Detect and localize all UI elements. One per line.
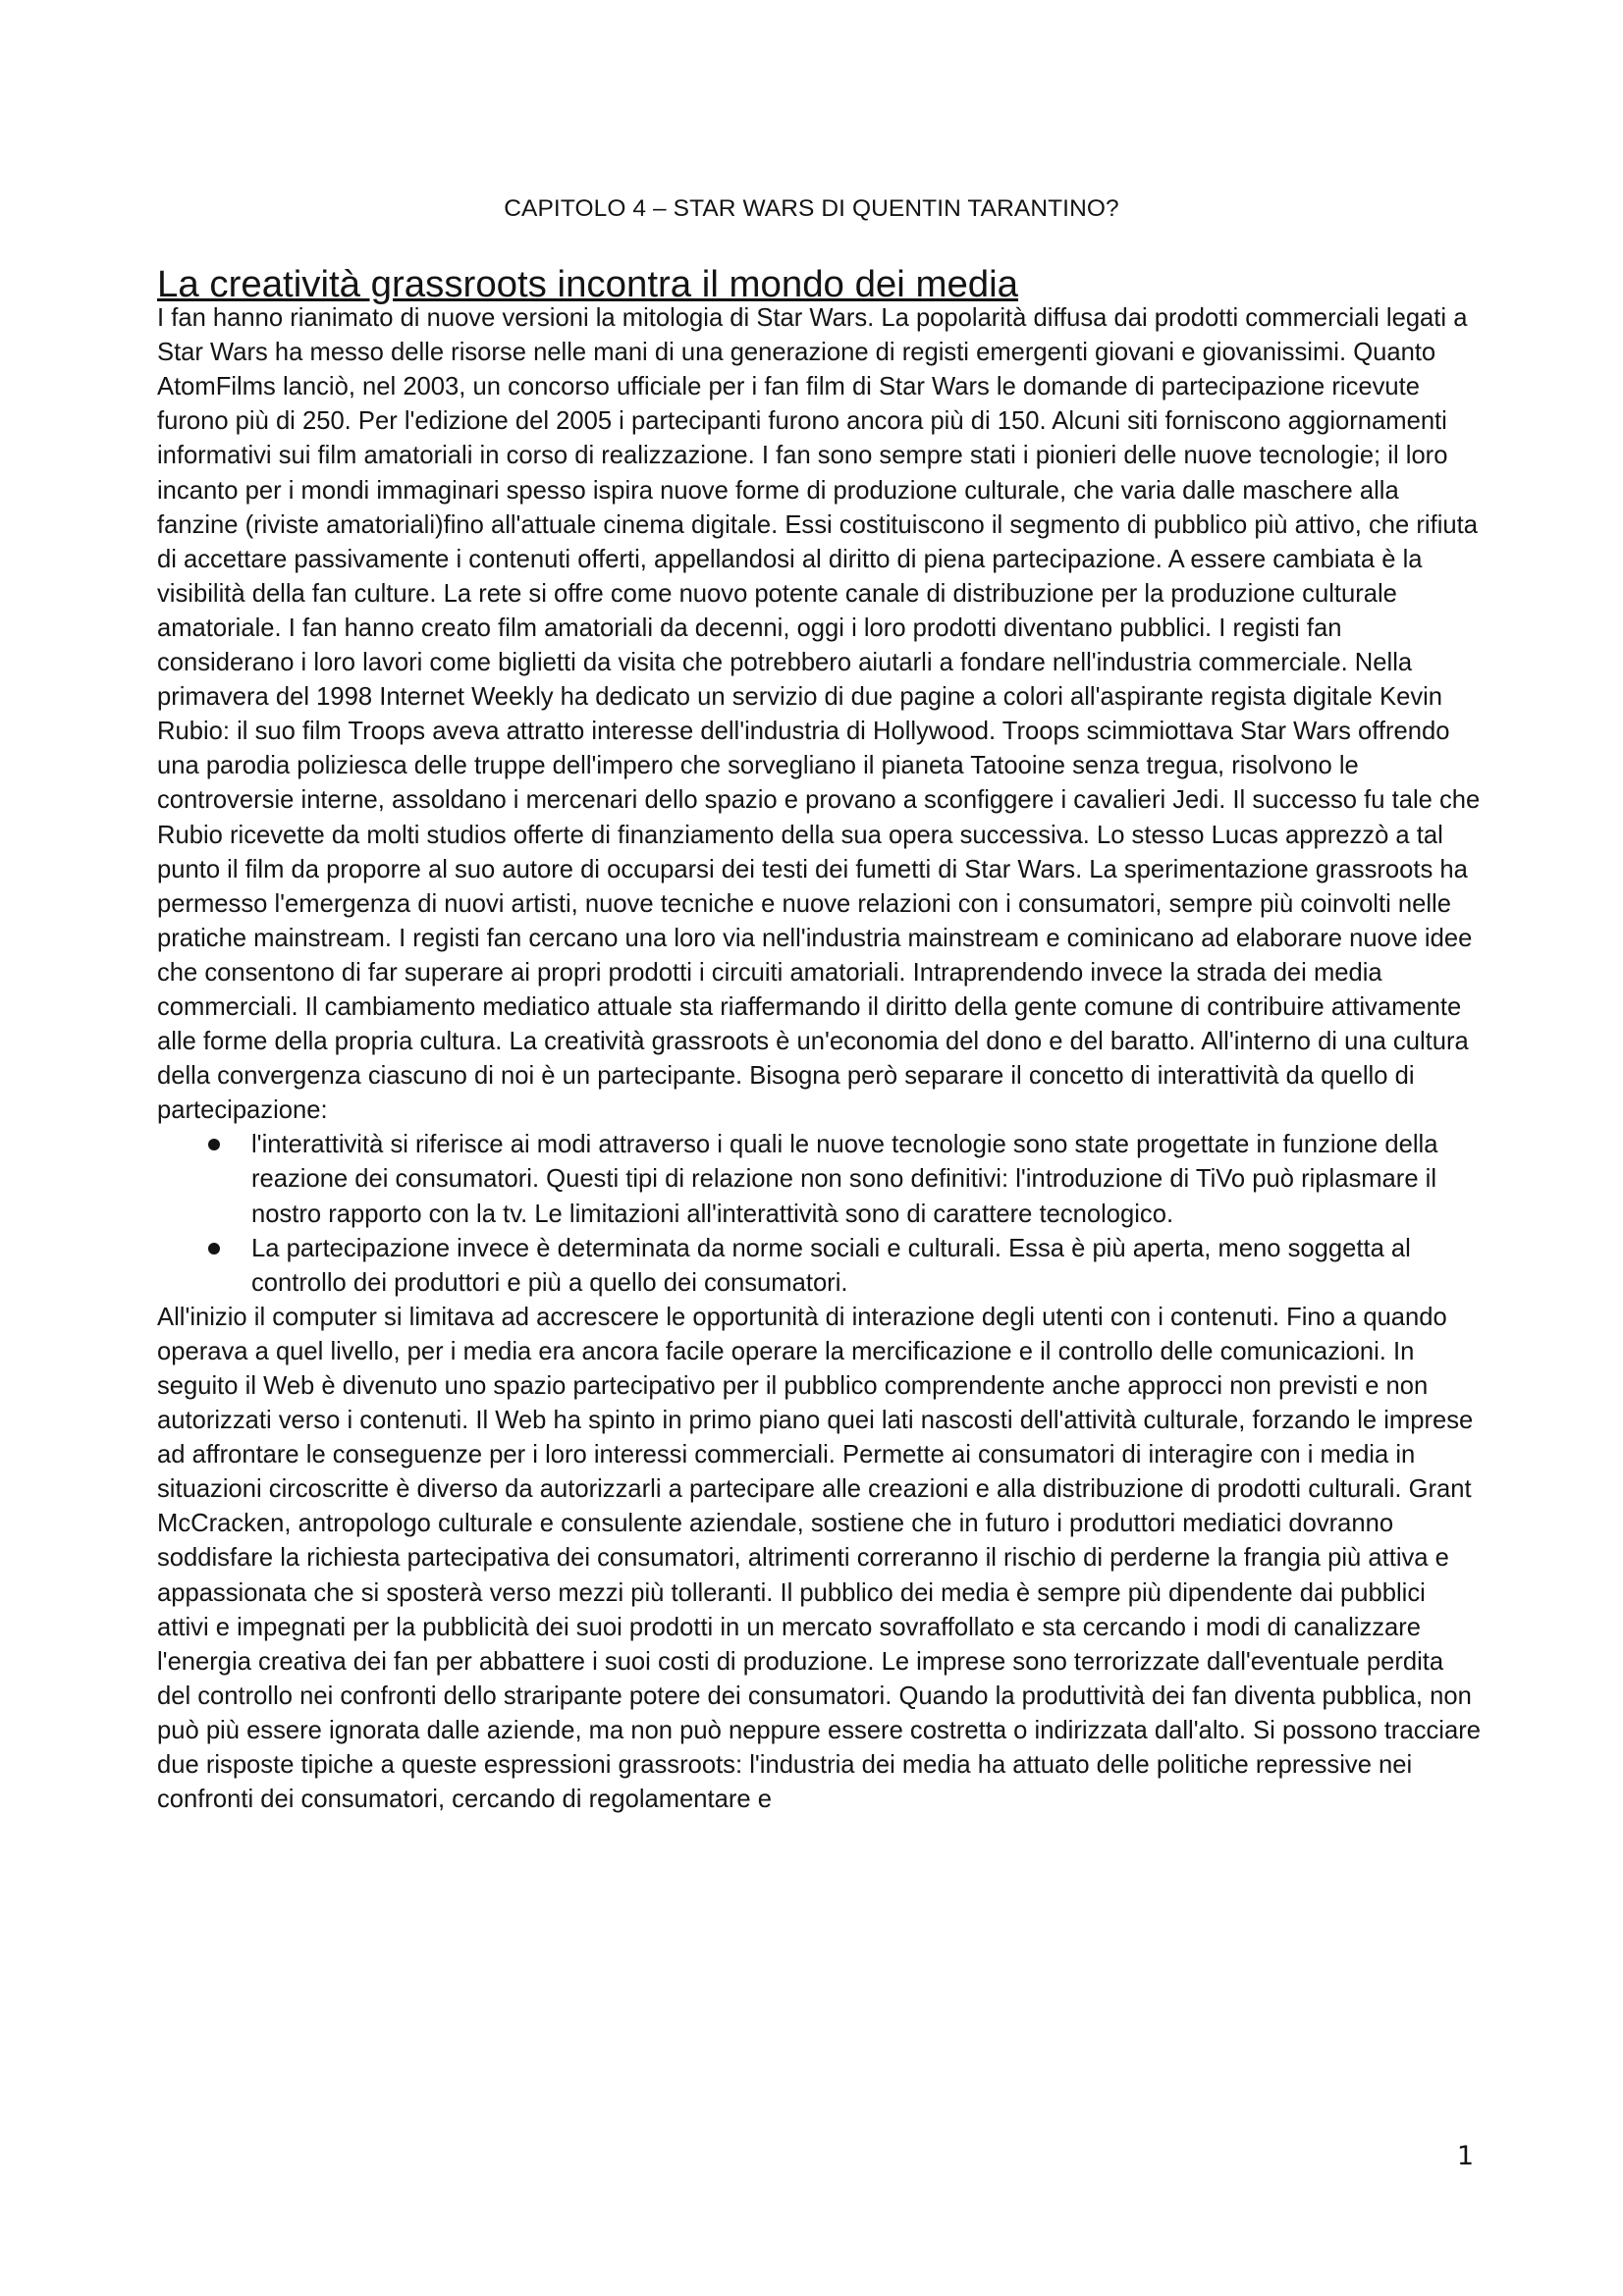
bullet-icon — [208, 1243, 220, 1255]
body-text — [157, 263, 1481, 1817]
list-item — [157, 1128, 1481, 1231]
paragraph-intro: I fan hanno rianimato di nuove versioni la mitologia di Star Wars. La popolarità diffusa dai prodotti commerciali legati a Star Wars ha messo delle risorse nelle mani di una generazione di registi emergenti giovani e giovanissimi. Quanto AtomFilms lanciò, nel 2003, un concorso ufficiale per i fan film di Star Wars le domande di partecipazione ricevute furono più di 250. Per l'edizione del 2005 i partecipanti furono ancora più di 150. Alcuni siti forniscono aggiornamenti informativi sui film amatoriali in corso di realizzazione. I fan sono sempre stati i pionieri delle nuove tecnologie; il loro incanto per i mondi immaginari spesso ispira nuove forme di produzione culturale, che varia dalle maschere alla fanzine (riviste amatoriali)fino all'attuale cinema digitale. Essi costituiscono il segmento di pubblico più attivo, che rifiuta di accettare passivamente i contenuti offerti, appellandosi al diritto di piena partecipazione. A essere cambiata è la visibilità della fan culture. La rete si offre come nuovo potente canale di distribuzione per la produzione culturale amatoriale. I fan hanno creato film amatoriali da decenni, oggi i loro prodotti diventano pubblici. I registi fan considerano i loro lavori come biglietti da visita che potrebbero aiutarli a fondare nell'industria commerciale. Nella primavera del 1998 Internet Weekly ha dedicato un servizio di due pagine a colori all'aspirante regista digitale Kevin Rubio: il suo film Troops aveva attratto interesse dell'industria di Hollywood. Troops scimmiottava Star Wars offrendo una parodia poliziesca delle truppe dell'impero che sorvegliano il pianeta Tatooine senza tregua, risolvono le controversie interne, assoldano i mercenari dello spazio e provano a sconfiggere i cavalieri Jedi. Il successo fu tale che Rubio ricevette da molti studios offerte di finanziamento della sua opera successiva. Lo stesso Lucas apprezzò a tal punto il film da proporre al suo autore di occuparsi dei testi dei fumetti di Star Wars. La sperimentazione grassroots ha permesso l'emergenza di nuovi artisti, nuove tecniche e nuove relazioni con i consumatori, sempre più coinvolti nelle pratiche mainstream. I registi fan cercano una loro via nell'industria mainstream e cominicano ad elaborare nuove idee che consentono di far superare ai propri prodotti i circuiti amatoriali. Intraprendendo invece la strada dei media commerciali. Il cambiamento mediatico attuale sta riaffermando il diritto della gente comune di contribuire attivamente alle forme della propria cultura. La creatività grassroots è un'economia del dono e del baratto. All'interno di una cultura della convergenza ciascuno di noi è un partecipante. Bisogna però separare il concetto di interattività da quello di partecipazione: — [157, 304, 1481, 1125]
list-item-text: La partecipazione invece è determinata da norme sociali e culturali. Essa è più aperta, meno soggetta al controllo dei produttori e più a quello dei consumatori. — [251, 1234, 1411, 1297]
bullet-icon — [208, 1139, 220, 1150]
paragraph-continuation: All'inizio il computer si limitava ad accrescere le opportunità di interazione degli utenti con i contenuti. Fino a quando operava a quel livello, per i media era ancora facile operare la mercificazione e il controllo delle comunicazioni. In seguito il Web è divenuto uno spazio partecipativo per il pubblico comprendente anche approcci non previsti e non autorizzati verso i contenuti. Il Web ha spinto in primo piano quei lati nascosti dell'attività culturale, forzando le imprese ad affrontare le conseguenze per i loro interessi commerciali. Permette ai consumatori di interagire con i media in situazioni circoscritte è diverso da autorizzarli a partecipare alle creazioni e alla distribuzione di prodotti culturali. Grant McCracken, antropologo culturale e consulente aziendale, sostiene che in futuro i produttori mediatici dovranno soddisfare la richiesta partecipativa dei consumatori, altrimenti correranno il rischio di perderne la frangia più attiva e appassionata che si sposterà verso mezzi più tolleranti. Il pubblico dei media è sempre più dipendente dai pubblici attivi e impegnati per la pubblicità dei suoi prodotti in un mercato sovraffollato e sta cercando i modi di canalizzare l'energia creativa dei fan per abbattere i suoi costi di produzione. Le imprese sono terrorizzate dall'eventuale perdita del controllo nei confronti dello straripante potere dei consumatori. Quando la produttività dei fan diventa pubblica, non può più essere ignorata dalle aziende, ma non può neppure essere costretta o indirizzata dall'alto. Si possono tracciare due risposte tipiche a queste espressioni grassroots: l'industria dei media ha attuato delle politiche repressive nei confronti dei consumatori, cercando di regolamentare e — [157, 1303, 1481, 1814]
section-heading: La creatività grassroots incontra il mondo dei media — [157, 263, 1019, 305]
bullet-list — [157, 1128, 1481, 1300]
list-item — [157, 1232, 1481, 1301]
list-item-text: l'interattività si riferisce ai modi attraverso i quali le nuove tecnologie sono state progettate in funzione della reazione dei consumatori. Questi tipi di relazione non sono definitivi: l'introduzione di TiVo può riplasmare il nostro rapporto con la tv. Le limitazioni all'interattività sono di carattere tecnologico. — [251, 1131, 1438, 1228]
chapter-title: CAPITOLO 4 – STAR WARS DI QUENTIN TARANTINO? — [504, 195, 1119, 222]
page-number: 1 — [1456, 2141, 1474, 2171]
